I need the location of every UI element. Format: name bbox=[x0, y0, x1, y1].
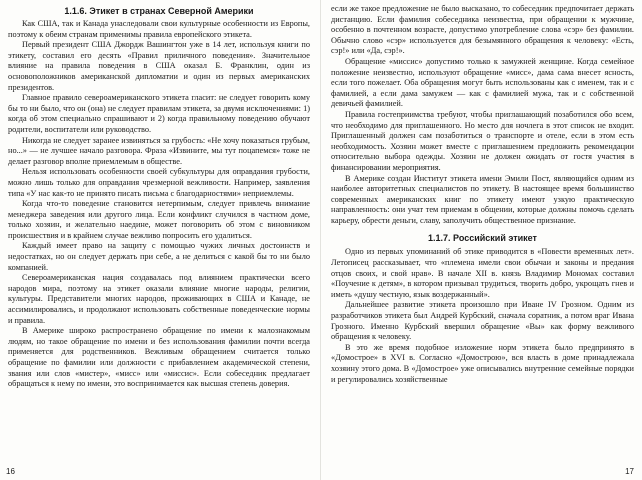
page-number: 16 bbox=[6, 467, 15, 476]
paragraph: В Америке широко распространено обращение по имени к малознакомым людям, но такое обращение по имени и без использования фамилии почти всегда применяется для родственников. Вежливым обращением считается только обращение по фамилии или должности с прибавлением академической степени, звания или слов «мистер», «мисс» или «миссис». Если собеседник предлагает обращаться к нему по имени, это воспринимается как высшая степень доверия. bbox=[8, 326, 310, 389]
paragraph: Первый президент США Джордж Вашингтон уже в 14 лет, используя книги по этикету, составил его десять «Правил приличного поведения». Значительное влияние на правила поведения в США оказал Б. Франклин, один из основоположников американской дипломатии и один из первых американских президентов. bbox=[8, 40, 310, 92]
paragraph: Нельзя использовать особенности своей субкультуры для оправдания грубости, можно лишь только для оправдания чрезмерной вежливости. Например, заявления типа «У нас как-то не принято писать письма с благодарностями» неприемлемы. bbox=[8, 167, 310, 198]
section-title-russia: 1.1.7. Российский этикет bbox=[428, 233, 537, 244]
paragraph: Дальнейшее развитие этикета произошло при Иване IV Грозном. Одним из разработчиков этикета был Андрей Курбский, сначала соратник, а потом враг Ивана Грозного. Именно Курбский ввершил обращение «Вы» как форму вежливого обращения к человеку. bbox=[331, 300, 634, 342]
paragraph: Североамериканская нация создавалась под влиянием практически всего народов мира, поэтому на этикет оказали влияние многие народы, религии, культуры. Представители многих народов, проживающих в США и Канаде, не ассимилировались, и продолжают использовать собственные поведенческие нормы и правила. bbox=[8, 273, 310, 325]
paragraph: Никогда не следует заранее извиняться за грубость: «Не хочу показаться грубым, но...» — не лучшее начало разговора. Фраза «Извините, мы тут поцапемся» тоже не делает разговор вполне приемлемым в обществе. bbox=[8, 135, 310, 166]
paragraph: Как США, так и Канада унаследовали свои культурные особенности из Европы, поэтому к обеим странам применимы правила европейского этикета. bbox=[8, 19, 310, 39]
paragraph: Правила гостеприимства требуют, чтобы приглашающий позаботился обо всем, что необходимо для приглашенного. Но место для ночлега в этот список не входит. Приглашенный должен сам позаботиться о транспорте и отеле, если в этом есть необходимость. Хозяин может вместе с приглашением предложить рекомендации относительно выбора одежды. Хозяин не должен ожидать от гостя участия в финансировании мероприятия. bbox=[331, 109, 634, 172]
paragraph: Главное правило североамериканского этикета гласит: не следует говорить кому бы то ни было, что он (она) не следует правилам этикета, за двумя исключениями: 1) когда об этом специально спрашивают и 2) когда правильному поведению обучают родители, воспитатели или руководство. bbox=[8, 93, 310, 134]
paragraph: В это же время подобное изложение норм этикета было предпринято в «Домострое» в XVI в. Согласно «Домострою», вся власть в доме принадлежала хозяину этого дома. В «Домострое» уже описывались внутренние семейные порядки и регулировались хозяйственные bbox=[331, 342, 634, 384]
paragraph: Обращение «миссис» допустимо только к замужней женщине. Когда семейное положение неизвестно, используют обращение «мисс», дама сама внесет ясность, если того пожелает. Оба обращения могут быть использованы как с именем, так и с фамилией, а если дама замужем — как с фамилией мужа, так и с собственной девичьей фамилией. bbox=[331, 56, 634, 109]
section-title-north-america: 1.1.6. Этикет в странах Северной Америки bbox=[64, 6, 254, 16]
paragraph-continued: если же такое предложение не было высказано, то собеседник предпочитает держать дистанцию. Если фамилия собеседника неизвестна, при обращении к мужчине, особенно в почтенном возрасте, допустимо употребление слова «сэр» без фамилии. Обычно слово «сэр» используется для безымянного обращения к человеку: «Есть, сэр!» или «Да, сэр!». bbox=[331, 4, 634, 56]
paragraph: Каждый имеет право на защиту с помощью чужих личных достоинств и недостатках, но он следует держать при себе, а не делиться с какой бы то ни было компанией. bbox=[8, 241, 310, 272]
paragraph: В Америке создан Институт этикета имени Эмили Пост, являющийся одним из наиболее авторитетных специалистов по этикету. В настоящее время большинство современных американских книг по этикету имеют узкую практическую направленность: они учат тем приемам в общении, которые должны помочь сделать карьеру, обрести деньги, славу, заполучить общественное признание. bbox=[331, 173, 634, 225]
page-number: 17 bbox=[625, 467, 634, 476]
paragraph: Одно из первых упоминаний об этике приводится в «Повести временных лет». Летописец рассказывает, что «племена имели свои обычаи и законы и предания отцов своих, и свой нрав». В начале XII в. князь Владимир Мономах составил «Поучение к детям», в котором призывал трудиться, творить добро, укрощать гнев и иметь «душу честную, язык воздержанный». bbox=[331, 247, 634, 299]
paragraph: Когда что-то поведение становится нетерпимым, следует привлечь внимание менеджера заведения или другого лица. Если конфликт случился в частном доме, только хозяин, и желательно наедине, может поговорить об этом с виновником происшествия и в крайнем случае вежливо попросить его удалиться. bbox=[8, 199, 310, 240]
right-page bbox=[321, 0, 642, 480]
